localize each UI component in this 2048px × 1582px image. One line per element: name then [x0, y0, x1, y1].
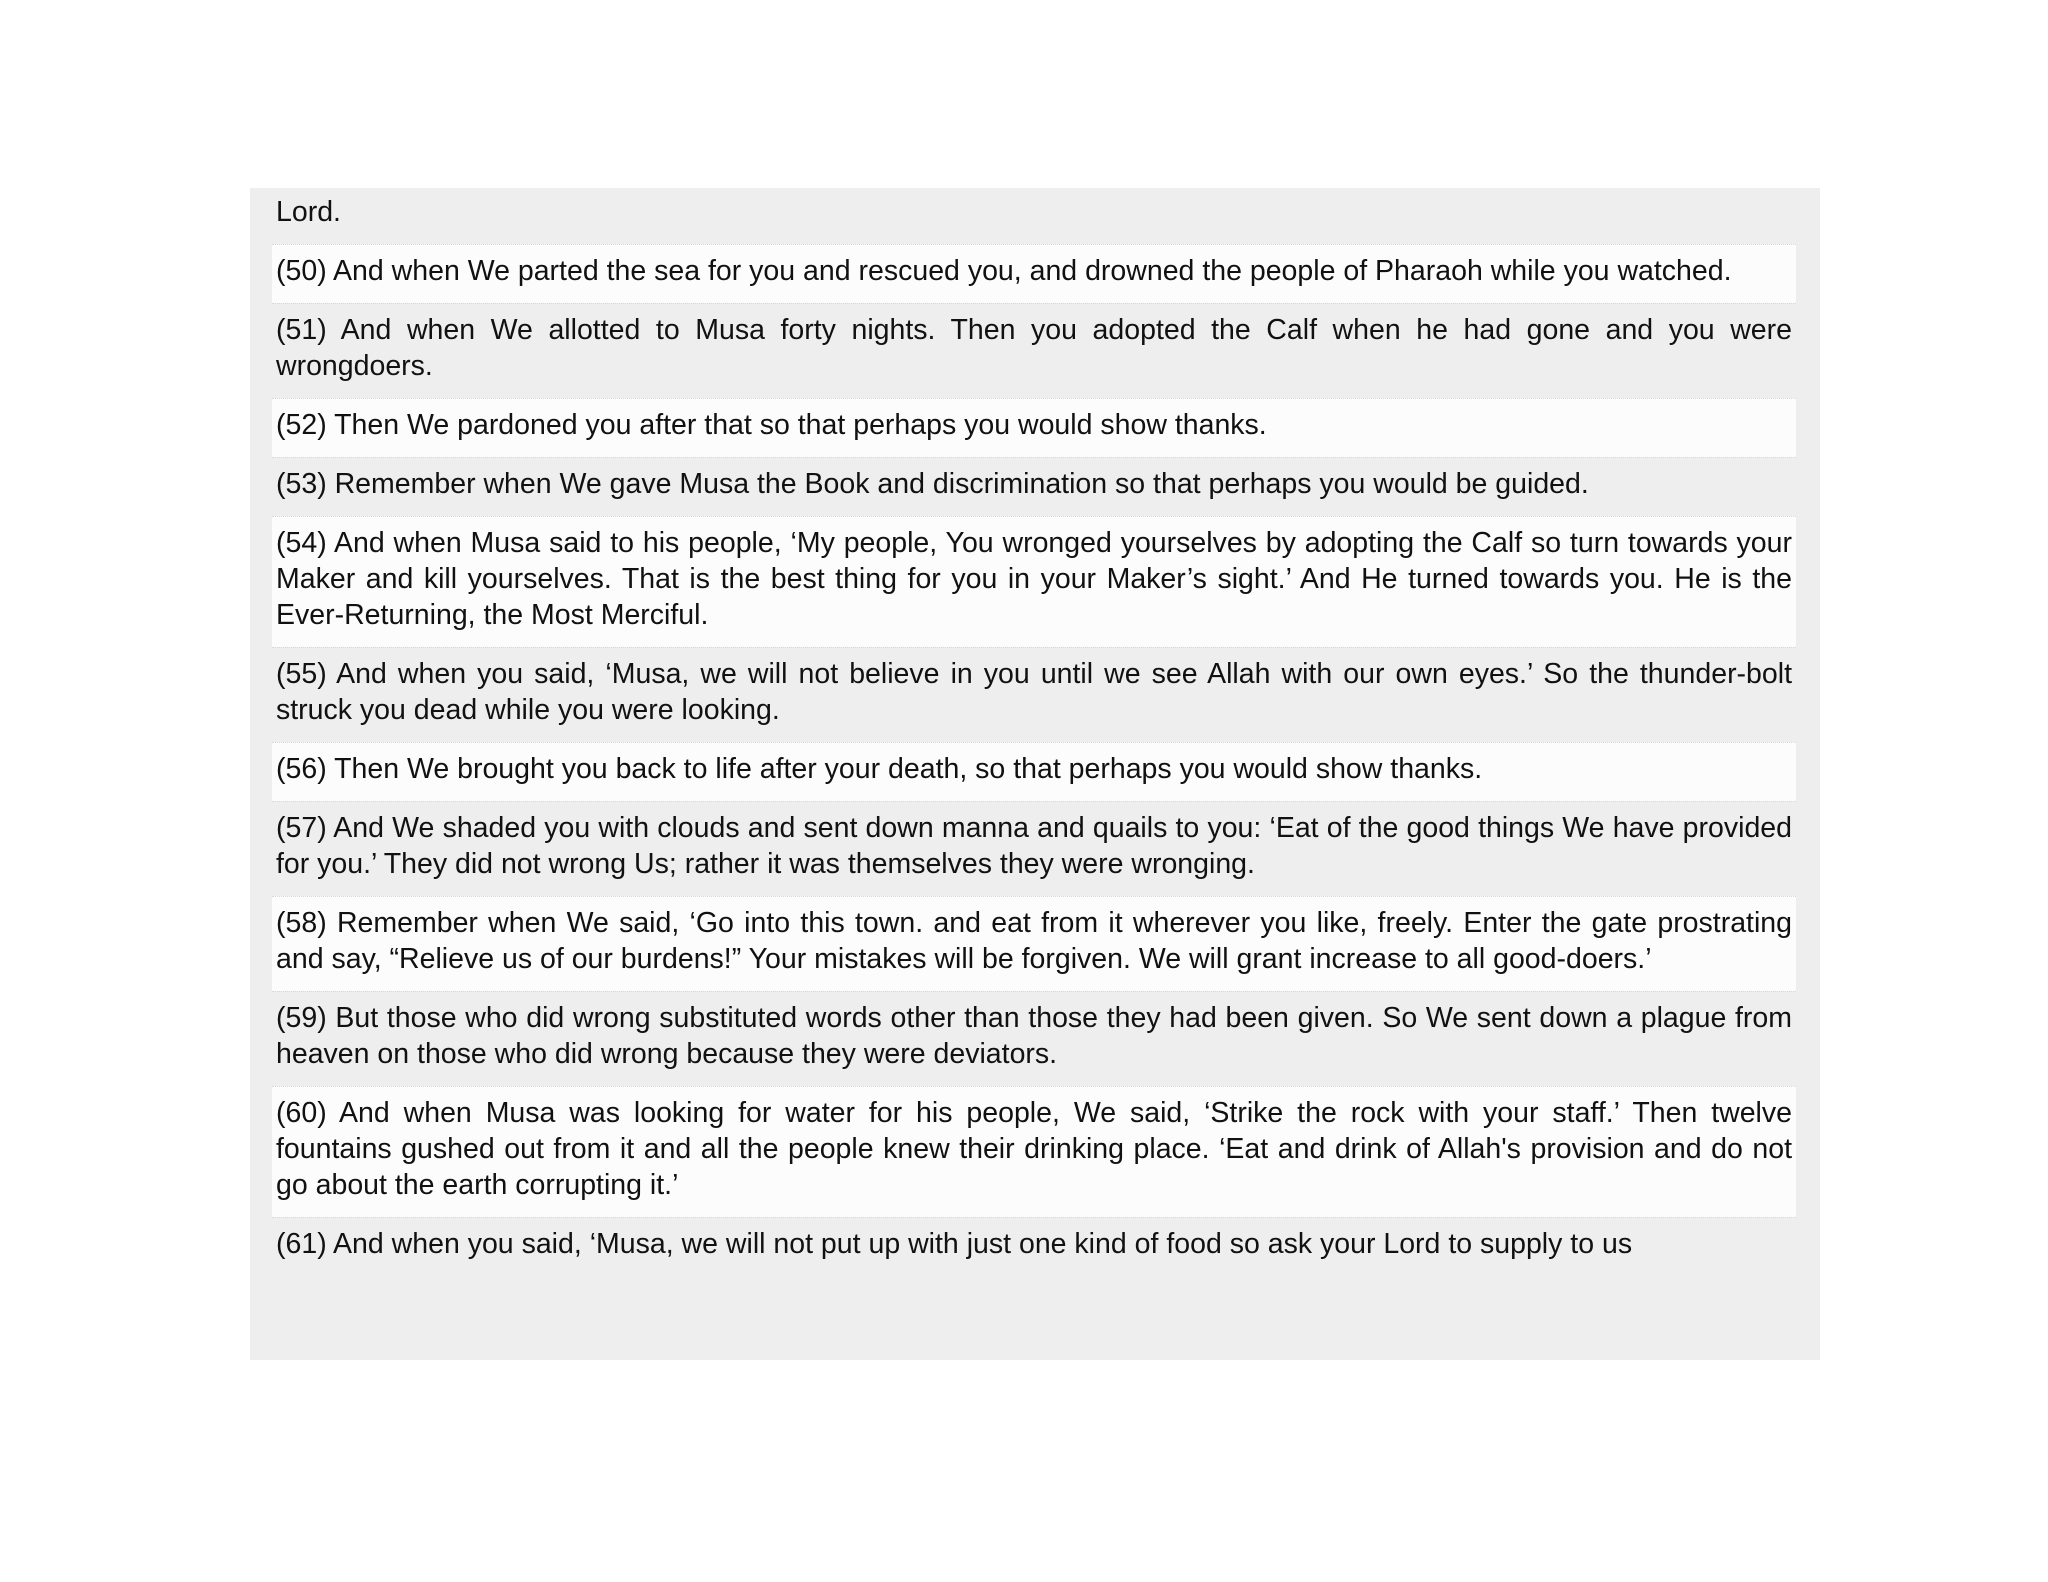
verse-50: (50) And when We parted the sea for you and rescued you, and drowned the people of Pharaoh while you watched. [272, 244, 1796, 303]
verse-55: (55) And when you said, ‘Musa, we will not believe in you until we see Allah with our own eyes.’ So the thunder-bolt struck you dead while you were looking. [272, 647, 1796, 742]
verse-continuation: Lord. [272, 188, 1796, 244]
verse-56: (56) Then We brought you back to life after your death, so that perhaps you would show thanks. [272, 742, 1796, 801]
document-page [250, 188, 1820, 1360]
verse-61: (61) And when you said, ‘Musa, we will not put up with just one kind of food so ask your Lord to supply to us [272, 1217, 1796, 1262]
verse-58: (58) Remember when We said, ‘Go into this town. and eat from it wherever you like, freely. Enter the gate prostrating and say, “Relieve us of our burdens!” Your mistakes will be forgiven. We will grant increase to all good-doers.’ [272, 896, 1796, 991]
verse-list [272, 188, 1796, 1262]
verse-52: (52) Then We pardoned you after that so that perhaps you would show thanks. [272, 398, 1796, 457]
verse-60: (60) And when Musa was looking for water for his people, We said, ‘Strike the rock with your staff.’ Then twelve fountains gushed out from it and all the people knew their drinking place. ‘Eat and drink of Allah's provision and do not go about the earth corrupting it.’ [272, 1086, 1796, 1217]
verse-59: (59) But those who did wrong substituted words other than those they had been given. So We sent down a plague from heaven on those who did wrong because they were deviators. [272, 991, 1796, 1086]
verse-57: (57) And We shaded you with clouds and sent down manna and quails to you: ‘Eat of the good things We have provided for you.’ They did not wrong Us; rather it was themselves they were wronging. [272, 801, 1796, 896]
verse-51: (51) And when We allotted to Musa forty nights. Then you adopted the Calf when he had gone and you were wrongdoers. [272, 303, 1796, 398]
verse-53: (53) Remember when We gave Musa the Book and discrimination so that perhaps you would be guided. [272, 457, 1796, 516]
verse-54: (54) And when Musa said to his people, ‘My people, You wronged yourselves by adopting the Calf so turn towards your Maker and kill yourselves. That is the best thing for you in your Maker’s sight.’ And He turned towards you. He is the Ever-Returning, the Most Merciful. [272, 516, 1796, 647]
